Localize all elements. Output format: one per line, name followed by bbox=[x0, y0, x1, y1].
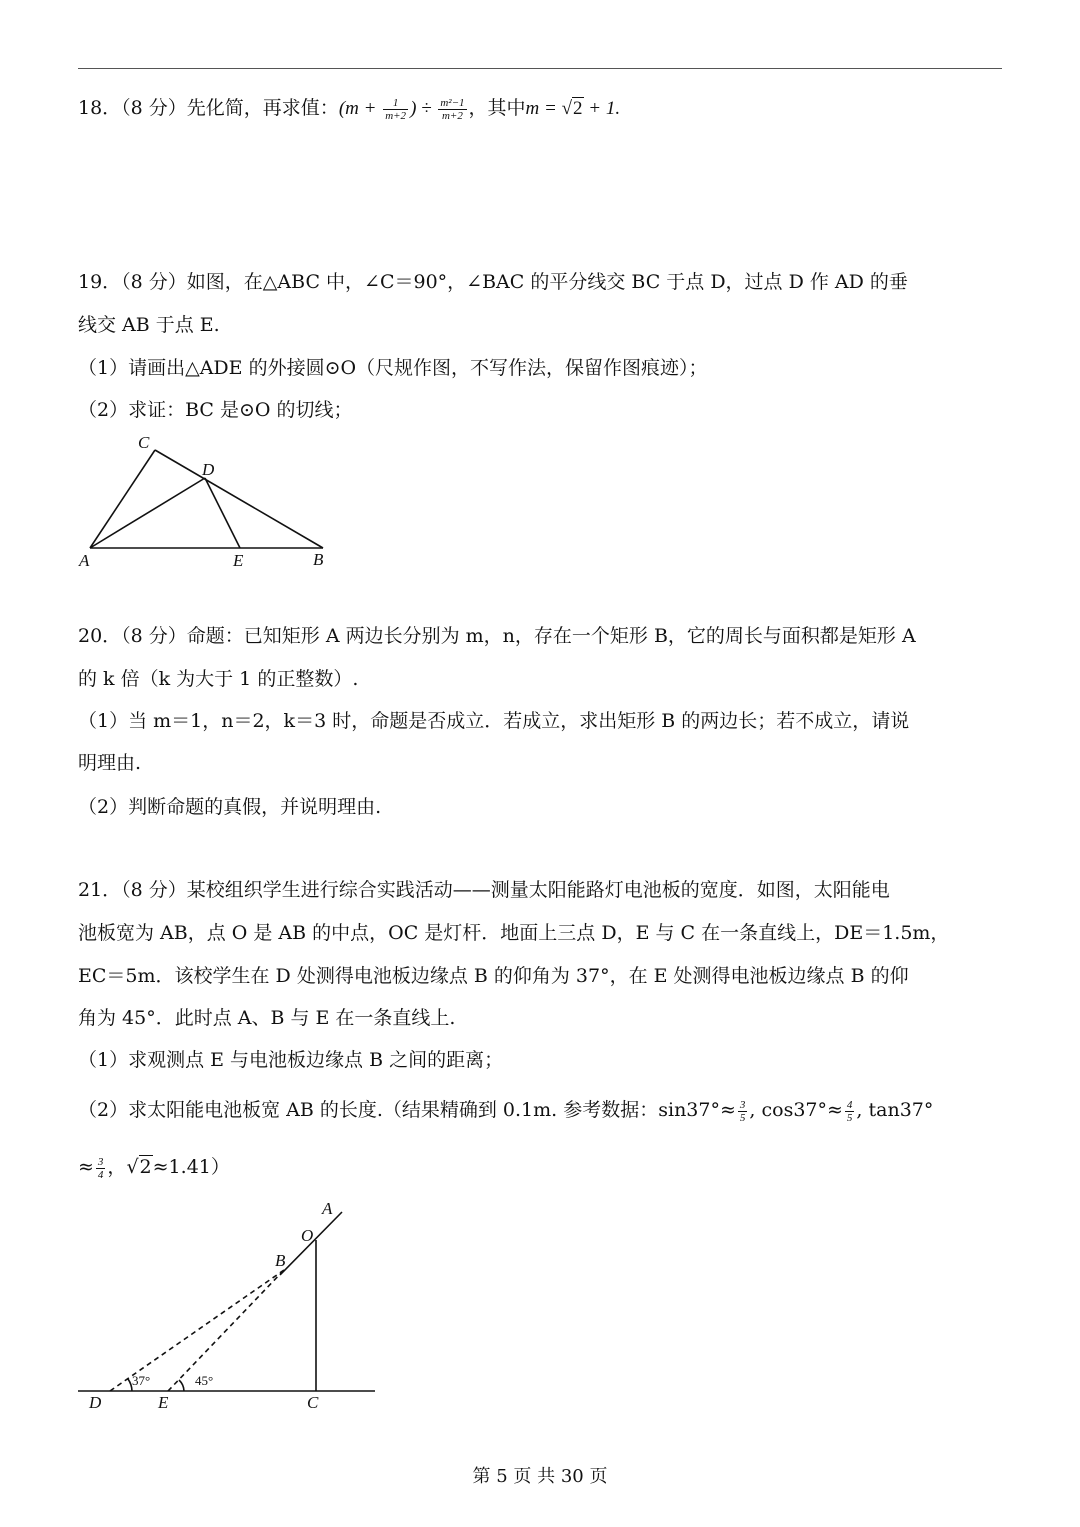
q18-expr-close: ) ÷ bbox=[410, 98, 437, 119]
q18-sqrt: √2 bbox=[561, 98, 583, 119]
q19-part-2: （2）求证：BC 是⊙O 的切线； bbox=[78, 399, 353, 421]
q19-line-2: 线交 AB 于点 E. bbox=[78, 314, 220, 336]
header-rule bbox=[78, 68, 1002, 69]
q21-part-2-cont: ≈ $\frac{3}{4}$ ，√2≈1.41） bbox=[78, 1155, 230, 1181]
q18-fraction-2: $\frac{\text{m²−1}}{m+2}$ bbox=[440, 97, 465, 123]
q18-expr-open: (m + bbox=[338, 98, 382, 119]
label-a: A bbox=[322, 1199, 333, 1218]
q21-solar-figure bbox=[70, 1195, 390, 1420]
label-c: C bbox=[307, 1393, 319, 1412]
label-b: B bbox=[275, 1251, 286, 1270]
sqrt-2: √2 bbox=[126, 1156, 152, 1178]
label-b: B bbox=[313, 550, 324, 569]
label-o: O bbox=[301, 1226, 314, 1245]
q18-cond-left: m = bbox=[525, 98, 562, 119]
q18-fraction-1: $\frac{1}{m+2}$ bbox=[385, 97, 407, 123]
q19-line-1: 19．（8 分）如图，在△ABC 中，∠C＝90°，∠BAC 的平分线交 BC 于点 D，过点 D 作 AD 的垂 bbox=[78, 271, 908, 293]
q20-part-1a: （1）当 m＝1，n＝2，k＝3 时，命题是否成立．若成立，求出矩形 B 的两边长；若不成立，请说 bbox=[78, 710, 910, 732]
q21-line-4: 角为 45°．此时点 A、B 与 E 在一条直线上. bbox=[78, 1007, 456, 1029]
q20-part-2: （2）判断命题的真假，并说明理由. bbox=[78, 796, 382, 818]
angle-label-45: 45° bbox=[195, 1373, 214, 1388]
sightline-eb bbox=[168, 1270, 284, 1391]
q18-lead: 18．（8 分）先化简，再求值： bbox=[78, 97, 339, 119]
label-d: D bbox=[202, 460, 215, 479]
q18-mid: ，其中 bbox=[468, 97, 526, 119]
q21-line-2: 池板宽为 AB，点 O 是 AB 的中点，OC 是灯杆．地面上三点 D，E 与 C 在一条直线上，DE＝1.5m， bbox=[78, 922, 950, 944]
label-c: C bbox=[138, 433, 150, 452]
q18-line bbox=[78, 96, 620, 122]
tan-fraction: $\frac{3}{4}$ bbox=[97, 1155, 104, 1181]
q19-triangle-figure bbox=[70, 428, 340, 578]
label-a: A bbox=[79, 551, 90, 570]
segment-ad bbox=[90, 478, 205, 548]
segment-ac bbox=[90, 450, 155, 548]
q21-line-1: 21．（8 分）某校组织学生进行综合实践活动——测量太阳能路灯电池板的宽度．如图，太阳能电 bbox=[78, 879, 890, 901]
label-e: E bbox=[233, 551, 244, 570]
sin-fraction: $\frac{3}{5}$ bbox=[739, 1098, 746, 1124]
q20-line-1: 20．（8 分）命题：已知矩形 A 两边长分别为 m，n，存在一个矩形 B，它的周长与面积都是矩形 A bbox=[78, 625, 916, 647]
label-d: D bbox=[89, 1393, 102, 1412]
q20-line-2: 的 k 倍（k 为大于 1 的正整数）. bbox=[78, 668, 359, 690]
segment-cb bbox=[155, 450, 323, 548]
angle-arc-e bbox=[179, 1380, 184, 1391]
q20-part-1b: 明理由. bbox=[78, 752, 142, 774]
cos-fraction: $\frac{4}{5}$ bbox=[846, 1098, 853, 1124]
q18-cond-tail: + 1. bbox=[583, 98, 621, 119]
label-e: E bbox=[158, 1393, 169, 1412]
page-footer: 第 5 页 共 30 页 bbox=[472, 1466, 608, 1487]
q21-part-1: （1）求观测点 E 与电池板边缘点 B 之间的距离； bbox=[78, 1049, 504, 1071]
q21-part-2: （2）求太阳能电池板宽 AB 的长度.（结果精确到 0.1m. 参考数据：sin37°≈ $\frac{3}{5}$ , cos37°≈ $\frac{4}{5}$ , tan37° bbox=[78, 1098, 934, 1124]
q19-part-1: （1）请画出△ADE 的外接圆⊙O（尺规作图，不写作法，保留作图痕迹）； bbox=[78, 357, 708, 379]
angle-label-37: 37° bbox=[132, 1373, 151, 1388]
q21-line-3: EC＝5m．该校学生在 D 处测得电池板边缘点 B 的仰角为 37°，在 E 处测得电池板边缘点 B 的仰 bbox=[78, 965, 909, 987]
